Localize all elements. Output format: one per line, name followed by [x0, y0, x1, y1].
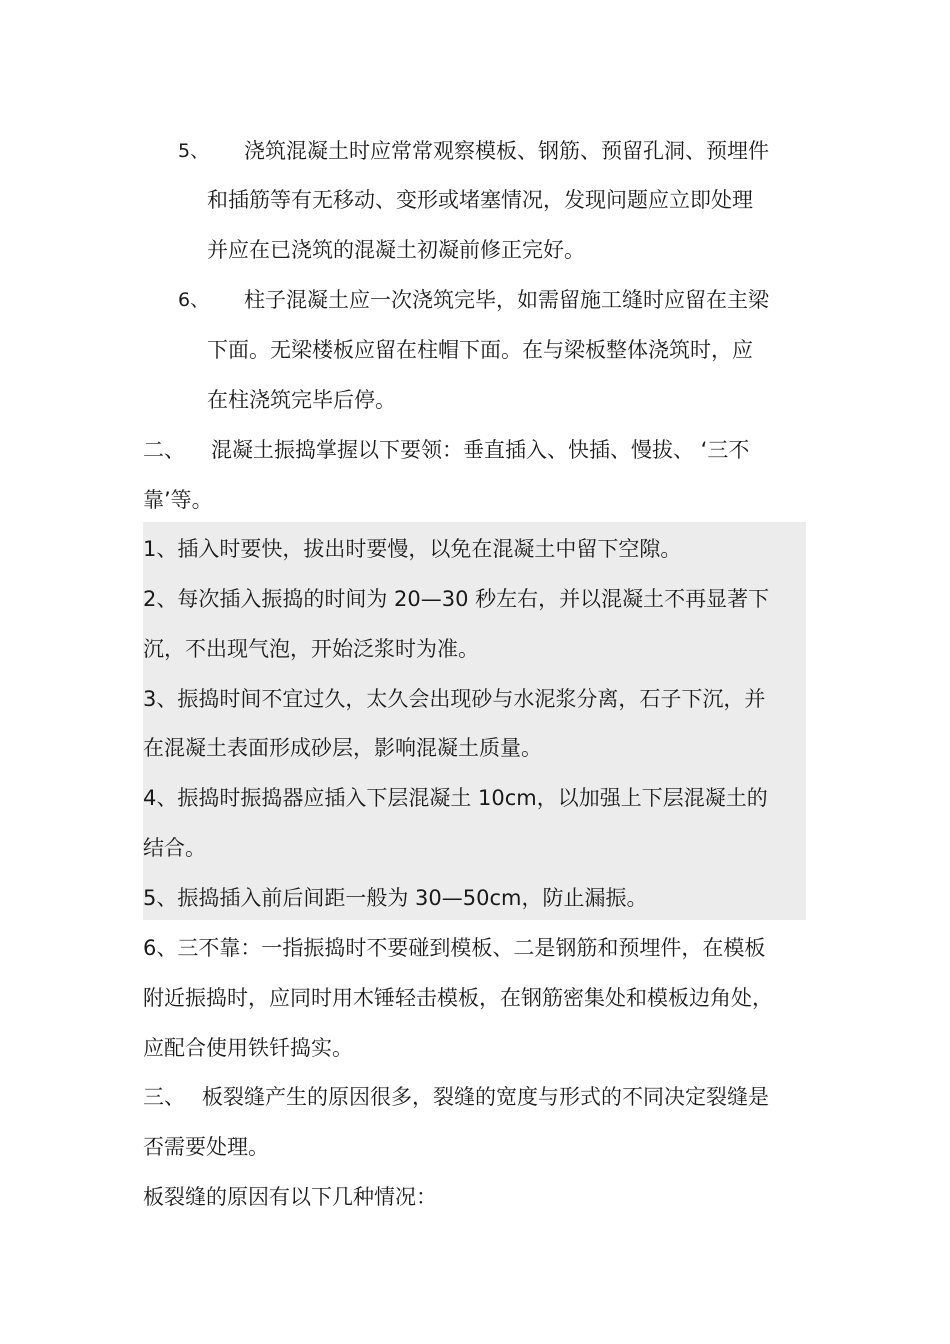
section3-subline: 板裂缝的原因有以下几种情况：	[143, 1185, 437, 1209]
item6-line-3: 在柱浇筑完毕后停。	[207, 388, 396, 412]
item5-line-1: 浇筑混凝土时应常常观察模板、钢筋、预留孔洞、预埋件	[244, 139, 769, 163]
section2-heading: 混凝土振捣掌握以下要领：垂直插入、快插、慢拔、 ‘三不	[211, 438, 750, 462]
section2-line-9: 6、三不靠：一指振捣时不要碰到模板、二是钢筋和预埋件，在模板	[143, 936, 766, 960]
section2-line-4: 3、振捣时间不宜过久，太久会出现砂与水泥浆分离，石子下沉，并	[143, 687, 766, 711]
section2-line-3: 沉，不出现气泡，开始泛浆时为准。	[143, 637, 479, 661]
section3-heading-cont: 否需要处理。	[143, 1135, 269, 1159]
section2-line-1: 1、插入时要快，拔出时要慢，以免在混凝土中留下空隙。	[143, 537, 682, 561]
section3-heading: 板裂缝产生的原因很多，裂缝的宽度与形式的不同决定裂缝是	[202, 1085, 769, 1109]
highlight-block	[143, 522, 806, 920]
section3-number: 三、	[143, 1085, 185, 1109]
section2-line-7: 结合。	[143, 836, 206, 860]
item-number-5: 5、	[178, 140, 210, 162]
section2-line-2: 2、每次插入振捣的时间为 20—30 秒左右，并以混凝土不再显著下	[143, 587, 770, 611]
item6-line-2: 下面。无梁楼板应留在柱帽下面。在与梁板整体浇筑时，应	[207, 338, 753, 362]
item5-line-2: 和插筋等有无移动、变形或堵塞情况，发现问题应立即处理	[207, 188, 753, 212]
section2-line-5: 在混凝土表面形成砂层，影响混凝土质量。	[143, 736, 542, 760]
item6-line-1: 柱子混凝土应一次浇筑完毕，如需留施工缝时应留在主梁	[244, 288, 769, 312]
section2-line-8: 5、振捣插入前后间距一般为 30—50cm，防止漏振。	[143, 886, 648, 910]
section2-line-10: 附近振捣时，应同时用木锤轻击模板，在钢筋密集处和模板边角处，	[143, 986, 773, 1010]
section2-line-6: 4、振捣时振捣器应插入下层混凝土 10cm，以加强上下层混凝土的	[143, 786, 768, 810]
section2-line-11: 应配合使用铁钎捣实。	[143, 1036, 353, 1060]
item5-line-3: 并应在已浇筑的混凝土初凝前修正完好。	[207, 238, 585, 262]
item-number-6: 6、	[178, 289, 210, 311]
section2-heading-cont: 靠’等。	[143, 488, 213, 512]
section2-number: 二、	[143, 438, 185, 462]
